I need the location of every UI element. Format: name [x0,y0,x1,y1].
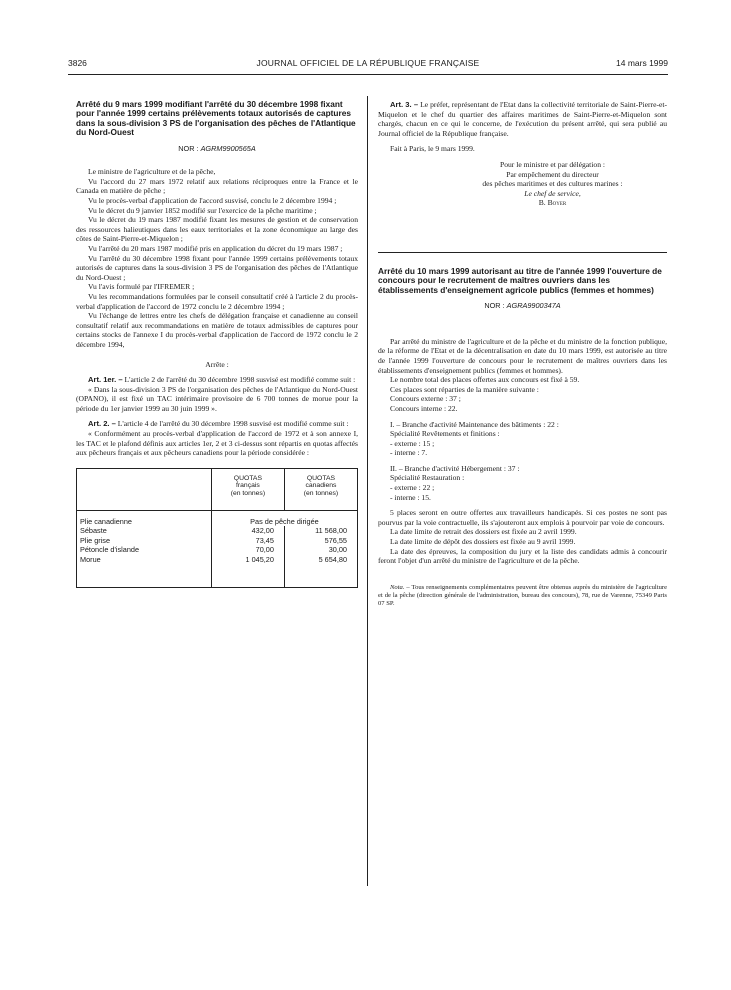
article-1-quote: « Dans la sous-division 3 PS de l'organisation des pêches de l'Atlantique du Nord-Ouest (OPANO), il est fixé un TAC intérimaire provisoire de 6 700 tonnes de morue pour la période du 1er janvier 1999 au 30 juin 1999 ». [76,384,358,413]
table-row [77,545,358,555]
article-3 [378,100,667,138]
paragraph-14: 5 places seront en outre offertes aux travailleurs handicapés. Si ces postes ne sont pas pourvus par la voie contractuelle, ils s'ajouteront aux emplois à pourvoir par voie de concours. [378,508,667,527]
paragraph-4: Concours externe : 37 ; [390,394,461,404]
visa-paragraph: Vu l'avis formulé par l'IFREMER ; [88,282,195,292]
article-2-label: Art. 2. – [88,419,116,429]
signature-line-3: des pêches maritimes et des cultures marines : [482,179,623,189]
nota-label: Nota. – [390,583,410,591]
signature-line-4: Le chef de service, [524,188,581,198]
header-rule [68,74,668,75]
issue-date: 14 mars 1999 [616,58,668,68]
visa-list [76,167,358,349]
table-row [77,526,358,536]
paragraph-9: - interne : 7. [390,448,428,458]
article-2-quote: « Conformément au procès-verbal d'application de l'accord de 1972 et à son annexe I, les TAC et le plafond définis aux articles 1er, 2 et 3 ci-dessus sont répartis en quotas affectés aux pêcheurs français et aux pêcheurs canadiens pour la période considérée : [76,429,358,458]
article-2-text: L'article 4 de l'arrêté du 30 décembre 1998 susvisé est modifié comme suit : [117,419,349,429]
paragraph-10: II. – Branche d'activité Hébergement : 37 : [390,463,520,473]
paragraph-16: La date limite de dépôt des dossiers est fixée au 9 avril 1999. [390,537,576,547]
paragraph-2: Le nombre total des places offertes aux concours est fixé à 59. [390,375,580,385]
paragraph-1: Par arrêté du ministre de l'agriculture et de la pêche et du ministre de la fonction publique, de la réforme de l'Etat et de la décentralisation en date du 10 mars 1999, est autorisée au titre de l'année 1999 l'ouverture de concours pour le recrutement de maîtres ouvriers dans les établissements d'enseignement publics (femmes et hommes). [378,336,667,375]
left-column [76,100,358,588]
paragraph-15: La date limite de retrait des dossiers est fixée au 2 avril 1999. [390,527,577,537]
paragraph-3: Ces places sont réparties de la manière suivante : [390,384,539,394]
quotas-table [76,468,358,588]
table-row [77,555,358,587]
species-name: Pétoncle d'islande [80,545,139,555]
article-1-text: L'article 2 de l'arrêté du 30 décembre 1998 susvisé est modifié comme suit : [124,375,356,385]
article-3-text: Le préfet, représentant de l'Etat dans la collectivité territoriale de Saint-Pierre-et-Miquelon et le chef du quartier des affaires maritimes de Saint-Pierre-et-Miquelon sont chargés, chacun en ce qui le concerne, de l'exécution du présent arrêté, qui sera publié au Journal officiel de la République française. [378,100,667,138]
visa-paragraph: Vu le décret du 9 janvier 1852 modifié sur l'exercice de la pêche maritime ; [88,205,317,215]
paragraph-6: I. – Branche d'activité Maintenance des bâtiments : 22 : [390,419,559,429]
visa-paragraph: Vu l'arrêté du 20 mars 1987 modifié pris en application du décret du 19 mars 1987 ; [88,243,343,253]
journal-title: JOURNAL OFFICIEL DE LA RÉPUBLIQUE FRANÇAISE [256,58,480,68]
visa-paragraph: Le ministre de l'agriculture et de la pêche, [88,167,216,177]
fait-line: Fait à Paris, le 9 mars 1999. [390,144,475,154]
visa-paragraph: Vu le procès-verbal d'application de l'accord susvisé, conclu le 2 décembre 1994 ; [88,196,337,205]
nota-text: Tous renseignements complémentaires peuvent être obtenus auprès du ministère de l'agriculture et de la pêche (direction générale de l'administration, bureau des concours), 78, rue de Varenne, 75349 Paris 07 SP. [378,583,667,608]
signature-line-2: Par empêchement du directeur [506,169,599,179]
section-separator [378,252,667,253]
col-header-canadian: QUOTAS canadiens (en tonnes) [284,468,357,510]
table-row [77,510,358,526]
article-2 [76,419,358,429]
species-name: Plie canadienne [80,516,132,526]
species-name: Sébaste [80,526,107,536]
visa-paragraph: Vu les recommandations formulées par le conseil consultatif créé à l'article 2 du procès-verbal d'application de l'accord de 1972 conclu le 2 décembre 1994 ; [76,291,358,311]
visa-paragraph: Vu l'accord du 27 mars 1972 relatif aux relations réciproques entre la France et le Canada en matière de pêche ; [76,176,358,196]
visa-paragraph: Vu l'arrêté du 30 décembre 1998 fixant pour l'année 1999 certains prélèvements totaux autorisés de captures dans la sous-division 3 PS de l'organisation des pêches de l'Atlantique du Nord-Ouest ; [76,253,358,282]
paragraph-17: La date des épreuves, la composition du jury et la liste des candidats admis à concourir feront l'objet d'un arrêté du ministre de l'agriculture et de la pêche. [378,546,667,566]
species-name: Plie grise [80,535,111,545]
page-number: 3826 [68,58,87,68]
french-quota: 1 045,20 [211,555,284,587]
canadian-quota: 30,00 [284,545,357,555]
paragraph-11: Spécialité Restauration : [390,473,465,483]
nor-code-2: AGRA9900347A [506,301,561,311]
table-corner [77,468,212,510]
signature-line-1: Pour le ministre et par délégation : [499,159,606,169]
nor-reference [76,144,358,154]
signatory-name: B. Boyer [538,198,567,208]
column-divider [367,96,368,886]
article-1 [76,375,358,385]
nor-code: AGRM9900565A [200,143,256,153]
canadian-quota: 11 568,00 [284,526,357,536]
signature-block [438,160,667,208]
french-quota: 432,00 [211,526,284,536]
paragraph-5: Concours interne : 22. [390,403,458,413]
visa-paragraph: Vu l'échange de lettres entre les chefs de délégation française et canadienne au conseil consultatif relatif aux recommandations en matière de totaux admissibles de captures pour certains stocks de l'annexe I du procès-verbal d'application de l'accord de 1972 conclu le 2 décembre 1994, [76,311,358,349]
french-quota: 70,00 [211,545,284,555]
species-name: Morue [80,555,101,564]
col-header-french: QUOTAS français (en tonnes) [211,468,284,510]
nor-label: NOR : [178,143,199,153]
nota-note [378,584,667,609]
right-column [378,100,667,608]
paragraph-7: Spécialité Revêtements et finitions : [390,429,500,439]
nor-reference-2 [378,301,667,311]
visa-paragraph: Vu le décret du 19 mars 1987 modifié fixant les mesures de gestion et de conservation des ressources halieutiques dans les eaux territoriales et la zone économique au large des côtes de Saint-Pierre-et-Miquelon ; [76,215,358,244]
paragraph-12: - externe : 22 ; [390,483,435,493]
decree-title-2: Arrêté du 10 mars 1999 autorisant au titre de l'année 1999 l'ouverture de concours pour le recrutement de maîtres ouvriers dans les établissements d'enseignement agricole publics (femmes et hommes) [378,265,662,295]
paragraph-8: - externe : 15 ; [390,438,435,448]
table-row [77,536,358,546]
article-1-label: Art. 1er. – [88,375,123,385]
nor-label-2: NOR : [484,301,505,311]
paragraph-13: - interne : 15. [390,492,431,502]
canadian-quota: 5 654,80 [284,555,357,587]
article-3-label: Art. 3. – [390,100,419,109]
arrete-heading: Arrête : [205,359,229,369]
decree-title: Arrêté du 9 mars 1999 modifiant l'arrêté du 30 décembre 1998 fixant pour l'année 1999 certains prélèvements totaux autorisés de captures dans la sous-division 3 PS de l'organisation des pêches de l'Atlantique du Nord-Ouest [76,99,356,138]
canadian-quota: 576,55 [284,536,357,546]
french-quota: 73,45 [211,536,284,546]
merged-quota-cell: Pas de pêche dirigée [211,510,357,526]
page-header [68,58,668,72]
